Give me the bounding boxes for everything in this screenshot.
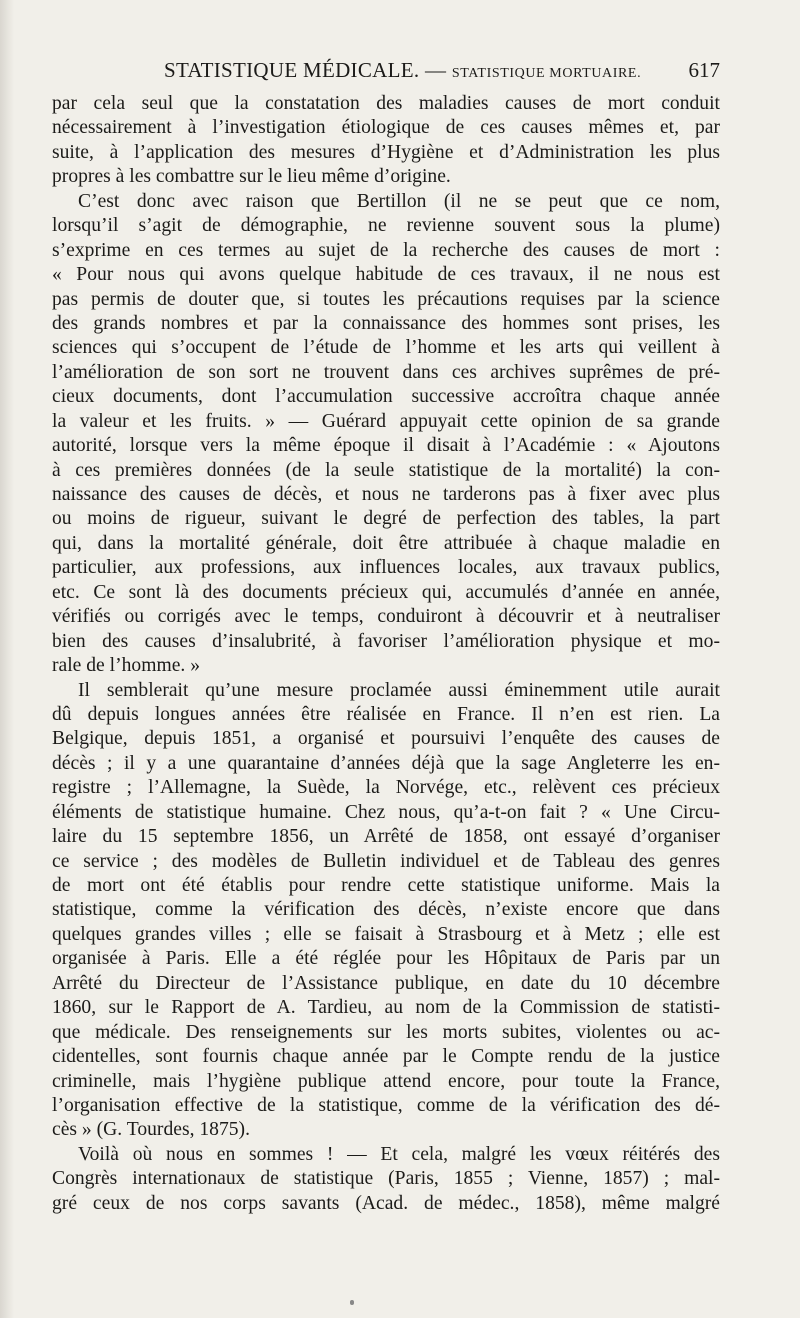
text-line: cidentelles, sont fournis chaque année par le Compte rendu de la justice bbox=[52, 1046, 720, 1068]
text-line: C’est donc avec raison que Bertillon (il ne se peut que ce nom, bbox=[78, 190, 720, 212]
text-line: nécessairement à l’investigation étiologique de ces causes mêmes et, par bbox=[52, 117, 720, 139]
text-line: s’exprime en ces termes au sujet de la recherche des causes de mort : bbox=[52, 239, 720, 261]
text-line: propres à les combattre sur le lieu même d’origine. bbox=[52, 166, 451, 188]
text-line: suite, à l’application des mesures d’Hygiène et d’Administration les plus bbox=[52, 141, 720, 163]
text-line: que médicale. Des renseignements sur les morts subites, violentes ou ac- bbox=[52, 1021, 720, 1043]
text-line: bien des causes d’insalubrité, à favoriser l’amélioration physique et mo- bbox=[52, 630, 720, 652]
text-line: pas permis de douter que, si toutes les précautions requises par la science bbox=[52, 288, 720, 310]
text-line: Belgique, depuis 1851, a organisé et poursuivi l’enquête des causes de bbox=[52, 728, 720, 750]
text-line: éléments de statistique humaine. Chez nous, qu’a-t-on fait ? « Une Circu- bbox=[52, 801, 720, 823]
running-header bbox=[52, 58, 720, 84]
text-line: ou moins de rigueur, suivant le degré de perfection des tables, la part bbox=[52, 508, 720, 530]
page-edge-shadow bbox=[0, 0, 14, 1318]
text-line: particulier, aux professions, aux influences locales, aux travaux publics, bbox=[52, 557, 720, 579]
text-line: statistique, comme la vérification des décès, n’existe encore que dans bbox=[52, 899, 720, 921]
text-line: rale de l’homme. » bbox=[52, 655, 200, 677]
text-line: à ces premières données (de la seule statistique de la mortalité) la con- bbox=[52, 459, 720, 481]
text-line: lorsqu’il s’agit de démographie, ne revienne souvent sous la plume) bbox=[52, 215, 720, 237]
text-line: ce service ; des modèles de Bulletin individuel et de Tableau des genres bbox=[52, 850, 720, 872]
text-line: cieux documents, dont l’accumulation successive accroîtra chaque année bbox=[52, 386, 720, 408]
text-line: quelques grandes villes ; elle se faisait à Strasbourg et à Metz ; elle est bbox=[52, 923, 720, 945]
text-line: qui, dans la mortalité générale, doit être attribuée à chaque maladie en bbox=[52, 532, 720, 554]
text-line: laire du 15 septembre 1856, un Arrêté de 1858, ont essayé d’organiser bbox=[52, 826, 720, 848]
text-line: 1860, sur le Rapport de A. Tardieu, au nom de la Commission de statisti- bbox=[52, 997, 720, 1019]
text-line: vérifiés ou corrigés avec le temps, conduiront à découvrir et à neutraliser bbox=[52, 606, 720, 628]
running-title-sub: STATISTIQUE MORTUAIRE. bbox=[451, 66, 642, 81]
running-title-main: STATISTIQUE MÉDICALE. — bbox=[164, 58, 452, 82]
text-line: naissance des causes de décès, et nous ne tarderons pas à fixer avec plus bbox=[52, 484, 720, 505]
paper-speck bbox=[350, 1300, 354, 1305]
body-text bbox=[52, 92, 720, 1216]
running-title bbox=[164, 58, 641, 83]
text-line: dû depuis longues années être réalisée en France. Il n’en est rien. La bbox=[52, 703, 720, 725]
text-line: registre ; l’Allemagne, la Suède, la Norvége, etc., relèvent ces précieux bbox=[52, 777, 720, 799]
text-line: organisée à Paris. Elle a été réglée pour les Hôpitaux de Paris par un bbox=[52, 948, 720, 970]
text-line: Voilà où nous en sommes ! — Et cela, malgré les vœux réitérés des bbox=[78, 1143, 720, 1165]
text-line: l’amélioration de son sort ne trouvent dans ces archives suprêmes de pré- bbox=[52, 361, 720, 383]
text-line: décès ; il y a une quarantaine d’années déjà que la sage Angleterre les en- bbox=[52, 752, 720, 774]
text-line: gré ceux de nos corps savants (Acad. de médec., 1858), même malgré bbox=[52, 1192, 720, 1214]
text-line: Congrès internationaux de statistique (Paris, 1855 ; Vienne, 1857) ; mal- bbox=[52, 1168, 720, 1190]
text-line: cès » (G. Tourdes, 1875). bbox=[52, 1119, 250, 1141]
text-line: sciences qui s’occupent de l’étude de l’homme et les arts qui veillent à bbox=[52, 337, 720, 359]
text-line: par cela seul que la constatation des maladies causes de mort conduit bbox=[52, 93, 720, 114]
text-line: « Pour nous qui avons quelque habitude de ces travaux, il ne nous est bbox=[52, 264, 720, 286]
text-line: la valeur et les fruits. » — Guérard appuyait cette opinion de sa grande bbox=[52, 410, 720, 432]
text-line: l’organisation effective de la statistique, comme de la vérification des dé- bbox=[52, 1094, 720, 1116]
text-line: Il semblerait qu’une mesure proclamée aussi éminemment utile aurait bbox=[78, 679, 720, 701]
page-number: 617 bbox=[688, 58, 720, 82]
text-line: autorité, lorsque vers la même époque il disait à l’Académie : « Ajoutons bbox=[52, 435, 720, 457]
text-line: des grands nombres et par la connaissance des hommes sont prises, les bbox=[52, 312, 720, 334]
text-line: Arrêté du Directeur de l’Assistance publique, en date du 10 décembre bbox=[52, 972, 720, 994]
text-line: etc. Ce sont là des documents précieux qui, accumulés d’année en année, bbox=[52, 581, 720, 603]
text-line: de mort ont été établis pour rendre cette statistique uniforme. Mais la bbox=[52, 875, 720, 896]
text-line: criminelle, mais l’hygiène publique attend encore, pour toute la France, bbox=[52, 1070, 720, 1092]
